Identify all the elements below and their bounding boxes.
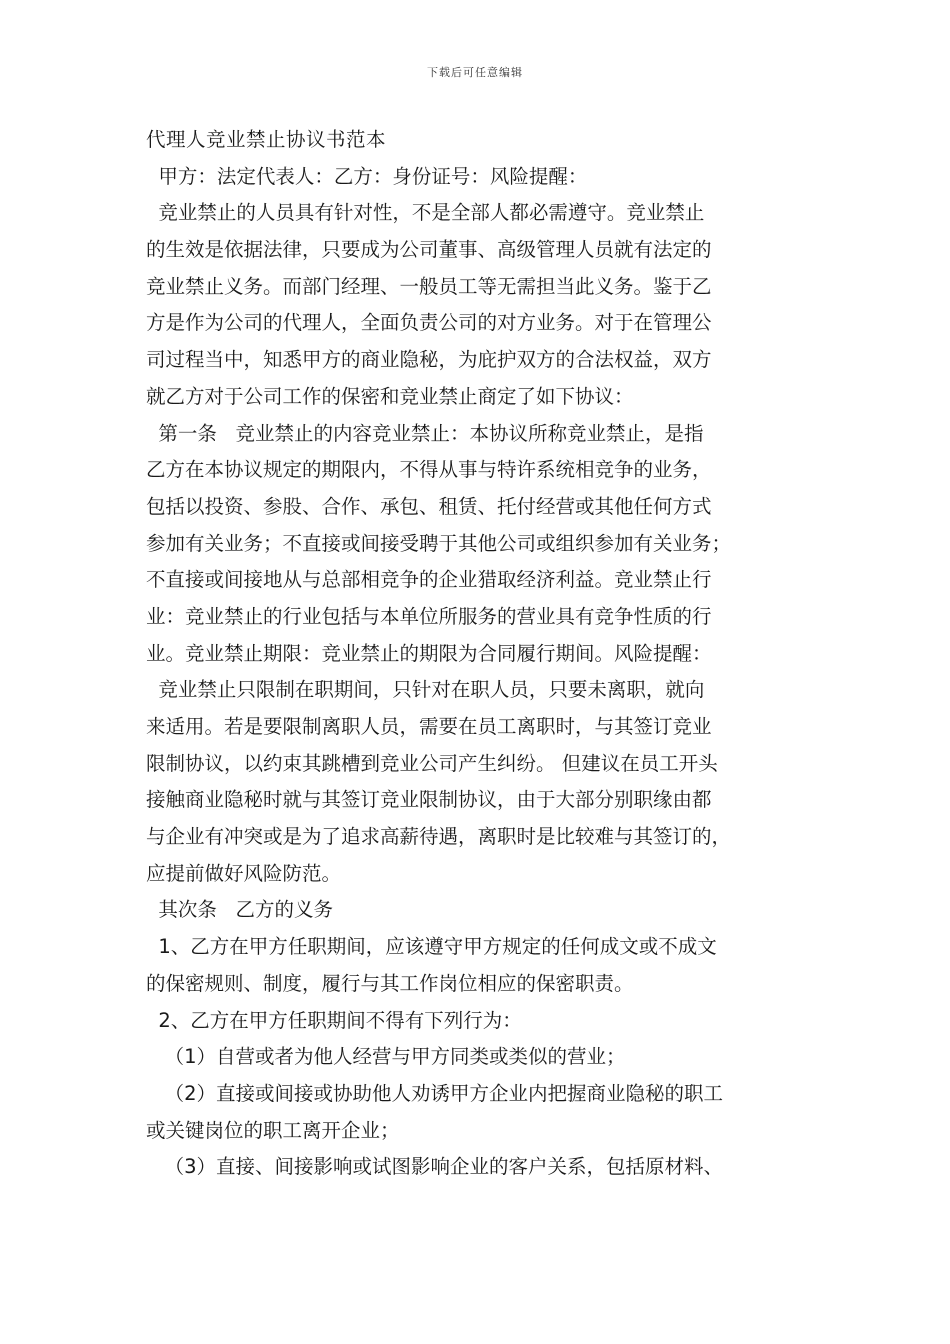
sub-item-line: （1）自营或者为他人经营与甲方同类或类似的营业； xyxy=(146,1045,626,1069)
list-item-line: 1、乙方在甲方任职期间，应该遵守甲方规定的任何成文或不成文 xyxy=(146,935,717,959)
document-body xyxy=(146,122,816,1186)
paragraph-line: 不直接或间接地从与总部相竞争的企业猎取经济利益。竞业禁止行 xyxy=(146,568,712,592)
paragraph-line: 业。竞业禁止期限：竞业禁止的期限为合同履行期间。风险提醒： xyxy=(146,641,712,665)
article-one-line: 第一条 竞业禁止的内容竞业禁止：本协议所称竞业禁止，是指 xyxy=(146,421,704,445)
paragraph-line: 就乙方对于公司工作的保密和竞业禁止商定了如下协议： xyxy=(146,384,634,408)
paragraph-line: 接触商业隐秘时就与其签订竞业限制协议，由于大部分别职缘由都 xyxy=(146,788,712,812)
paragraph-line: 限制协议，以约束其跳槽到竞业公司产生纠纷。 但建议在员工开头 xyxy=(146,751,718,775)
paragraph-line: 与企业有冲突或是为了追求高薪待遇，离职时是比较难与其签订的， xyxy=(146,825,732,849)
paragraph-line: 方是作为公司的代理人，全面负责公司的对方业务。对于在管理公 xyxy=(146,311,712,335)
paragraph-line: 竞业禁止的人员具有针对性，不是全部人都必需遵守。竞业禁止 xyxy=(146,201,705,225)
paragraph-line: 或关键岗位的职工离开企业； xyxy=(146,1118,400,1142)
paragraph-line: 应提前做好风险防范。 xyxy=(146,861,342,885)
paragraph-line: 参加有关业务；不直接或间接受聘于其他公司或组织参加有关业务； xyxy=(146,531,732,555)
paragraph-line: 司过程当中，知悉甲方的商业隐秘，为庇护双方的合法权益，双方 xyxy=(146,348,712,372)
party-line: 甲方：法定代表人：乙方：身份证号：风险提醒： xyxy=(146,164,588,188)
paragraph-line: 来适用。若是要限制离职人员，需要在员工离职时，与其签订竞业 xyxy=(146,715,712,738)
article-two-line: 其次条 乙方的义务 xyxy=(146,898,333,922)
paragraph-line: 的生效是依据法律，只要成为公司董事、高级管理人员就有法定的 xyxy=(146,238,712,262)
paragraph-line: 竞业禁止只限制在职期间，只针对在职人员，只要未离职，就向 xyxy=(146,678,705,702)
paragraph-line: 乙方在本协议规定的期限内，不得从事与特许系统相竞争的业务， xyxy=(146,458,712,482)
paragraph-line: 竞业禁止义务。而部门经理、一般员工等无需担当此义务。鉴于乙 xyxy=(146,274,712,298)
sub-item-line: （2）直接或间接或协助他人劝诱甲方企业内把握商业隐秘的职工 xyxy=(146,1081,724,1105)
list-item-line: 2、乙方在甲方任职期间不得有下列行为： xyxy=(146,1008,522,1032)
page-header: 下载后可任意编辑 xyxy=(427,66,523,79)
sub-item-line: （3）直接、间接影响或试图影响企业的客户关系，包括原材料、 xyxy=(146,1155,724,1179)
paragraph-line: 业：竞业禁止的行业包括与本单位所服务的营业具有竞争性质的行 xyxy=(146,604,712,628)
document-title: 代理人竞业禁止协议书范本 xyxy=(146,128,387,151)
paragraph-line: 的保密规则、制度，履行与其工作岗位相应的保密职责。 xyxy=(146,971,634,995)
paragraph-line: 包括以投资、参股、合作、承包、租赁、托付经营或其他任何方式 xyxy=(146,494,712,518)
